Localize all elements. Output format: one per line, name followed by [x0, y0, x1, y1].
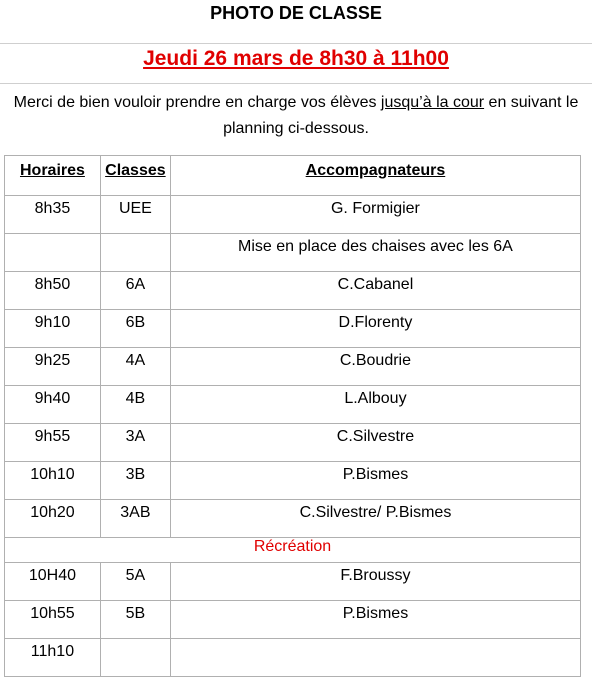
table-row	[5, 196, 581, 234]
cell-time: 9h40	[5, 386, 101, 424]
cell-time: 9h25	[5, 348, 101, 386]
cell-time: 10h55	[5, 601, 101, 639]
cell-staff: Mise en place des chaises avec les 6A	[170, 234, 580, 272]
cell-time: 10H40	[5, 563, 101, 601]
cell-time: 10h20	[5, 500, 101, 538]
cell-class: 5B	[100, 601, 170, 639]
cell-time: 9h55	[5, 424, 101, 462]
cell-time: 8h50	[5, 272, 101, 310]
table-row	[5, 563, 581, 601]
cell-time: 10h10	[5, 462, 101, 500]
event-date: Jeudi 26 mars de 8h30 à 11h00	[143, 47, 449, 70]
cell-staff: P.Bismes	[170, 462, 580, 500]
planning-table	[4, 155, 581, 677]
cell-staff: D.Florenty	[170, 310, 580, 348]
header-accompagnateurs: Accompagnateurs	[170, 156, 580, 196]
cell-time: 9h10	[5, 310, 101, 348]
cell-class	[100, 639, 170, 677]
intro-paragraph	[0, 90, 592, 142]
cell-class: 6B	[100, 310, 170, 348]
table-row	[5, 500, 581, 538]
table-row	[5, 272, 581, 310]
table-row	[5, 348, 581, 386]
intro-text-underlined: jusqu’à la cour	[380, 94, 485, 111]
cell-staff: F.Broussy	[170, 563, 580, 601]
cell-time: 8h35	[5, 196, 101, 234]
cell-staff: G. Formigier	[170, 196, 580, 234]
table-row	[5, 234, 581, 272]
cell-class: 6A	[100, 272, 170, 310]
break-label: Récréation	[5, 538, 581, 563]
intro-text-1: Merci de bien vouloir prendre en charge vos élèves	[13, 94, 381, 111]
cell-class: 4A	[100, 348, 170, 386]
table-row	[5, 310, 581, 348]
cell-staff: L.Albouy	[170, 386, 580, 424]
cell-class	[100, 234, 170, 272]
cell-class: 4B	[100, 386, 170, 424]
table-row	[5, 639, 581, 677]
table-row	[5, 386, 581, 424]
cell-time	[5, 234, 101, 272]
table-row	[5, 462, 581, 500]
break-row	[5, 538, 581, 563]
header-classes: Classes	[100, 156, 170, 196]
cell-staff: P.Bismes	[170, 601, 580, 639]
cell-staff: C.Silvestre	[170, 424, 580, 462]
cell-class: 5A	[100, 563, 170, 601]
cell-staff	[170, 639, 580, 677]
cell-staff: C.Cabanel	[170, 272, 580, 310]
cell-class: 3B	[100, 462, 170, 500]
cell-class: 3AB	[100, 500, 170, 538]
header-horaires: Horaires	[5, 156, 101, 196]
cell-staff: C.Silvestre/ P.Bismes	[170, 500, 580, 538]
date-row	[0, 44, 592, 84]
cell-class: 3A	[100, 424, 170, 462]
cell-class: UEE	[100, 196, 170, 234]
title-row	[0, 0, 592, 44]
table-row	[5, 601, 581, 639]
cell-time: 11h10	[5, 639, 101, 677]
page-title: PHOTO DE CLASSE	[210, 3, 382, 23]
table-row	[5, 424, 581, 462]
table-header-row	[5, 156, 581, 196]
intro-text-2: en suivant le planning ci-dessous.	[223, 94, 579, 137]
cell-staff: C.Boudrie	[170, 348, 580, 386]
